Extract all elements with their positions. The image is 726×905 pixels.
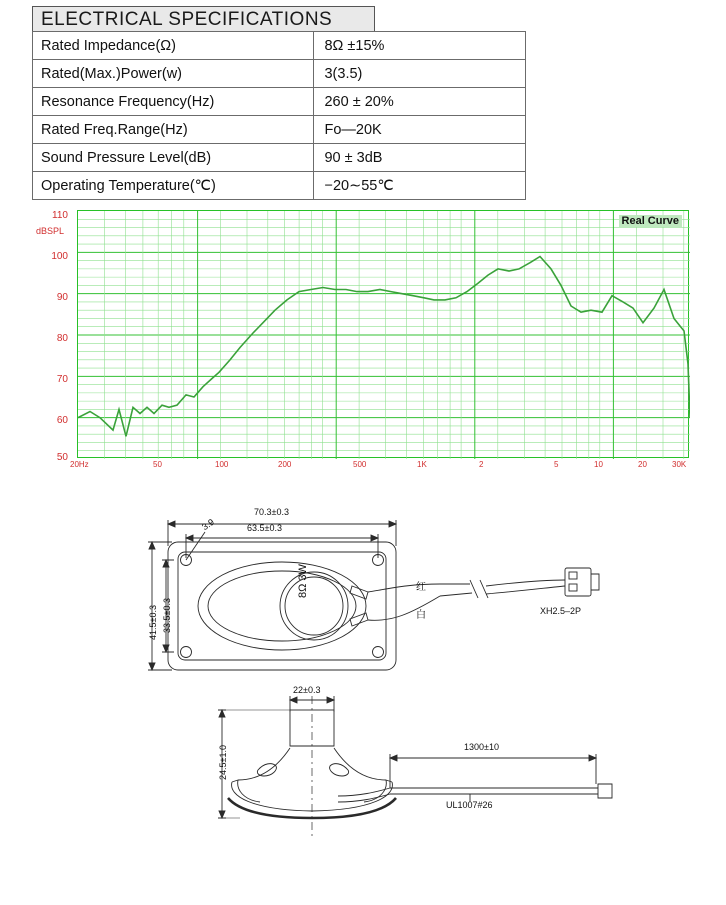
x-tick-20hz: 20Hz [70, 460, 89, 469]
chart-legend: Real Curve [619, 215, 682, 227]
table-row [33, 88, 526, 116]
cone-label: 8Ω 3W [297, 564, 309, 598]
y-tick-70: 70 [56, 374, 68, 385]
spec-label: Operating Temperature(℃) [33, 172, 314, 200]
x-tick-20k: 20 [638, 460, 647, 469]
table-row [33, 144, 526, 172]
table-row [33, 116, 526, 144]
y-tick-100: 100 [51, 251, 68, 262]
wire-label-red: 红 [416, 582, 426, 593]
x-tick-200: 200 [278, 460, 292, 469]
spec-label: Rated Freq.Range(Hz) [33, 116, 314, 144]
page-title [32, 6, 375, 32]
spec-label: Rated Impedance(Ω) [33, 32, 314, 60]
dim-magnet: 22±0.3 [293, 685, 321, 695]
spec-value: 260 ± 20% [314, 88, 526, 116]
spec-label: Sound Pressure Level(dB) [33, 144, 314, 172]
y-tick-50: 50 [56, 452, 68, 463]
x-tick-100: 100 [215, 460, 229, 469]
spec-value: −20∼55℃ [314, 172, 526, 200]
wire-spec-label: UL1007#26 [446, 800, 493, 810]
drawing-canvas [0, 480, 726, 900]
table-row [33, 172, 526, 200]
x-tick-5k: 5 [554, 460, 559, 469]
dim-wire-length: 1300±10 [464, 742, 499, 752]
x-tick-50: 50 [153, 460, 162, 469]
chart-plot-area [77, 210, 689, 458]
dim-mount-length: 63.5±0.3 [247, 523, 282, 533]
dim-overall-width: 41.5±0.3 [148, 605, 158, 640]
spec-value: 3(3.5) [314, 60, 526, 88]
mechanical-drawings [0, 480, 726, 900]
chart-grid [78, 211, 690, 459]
spec-label: Resonance Frequency(Hz) [33, 88, 314, 116]
x-tick-10k: 10 [594, 460, 603, 469]
y-tick-90: 90 [56, 292, 68, 303]
page-title-text: ELECTRICAL SPECIFICATIONS [41, 9, 333, 30]
table-row [33, 60, 526, 88]
frequency-response-chart [22, 202, 702, 474]
x-tick-500: 500 [353, 460, 367, 469]
wire-label-white: 白 [416, 610, 426, 621]
x-tick-30k: 30K [672, 460, 687, 469]
connector-label: XH2.5–2P [540, 606, 582, 616]
dim-hole: 3.9 [200, 516, 216, 533]
x-tick-1k: 1K [417, 460, 427, 469]
x-tick-2k: 2 [479, 460, 484, 469]
chart-ylabel: dBSPL [36, 226, 65, 236]
specifications-table [32, 31, 526, 200]
y-tick-110: 110 [52, 210, 68, 221]
spec-label: Rated(Max.)Power(w) [33, 60, 314, 88]
spec-value: Fo—20K [314, 116, 526, 144]
dim-depth: 24.5±1.0 [218, 745, 228, 780]
dim-overall-length: 70.3±0.3 [254, 507, 289, 517]
table-row [33, 32, 526, 60]
dim-mount-width: 33.5±0.3 [162, 598, 172, 633]
y-tick-80: 80 [56, 333, 68, 344]
spec-value: 8Ω ±15% [314, 32, 526, 60]
y-tick-60: 60 [56, 415, 68, 426]
spec-value: 90 ± 3dB [314, 144, 526, 172]
